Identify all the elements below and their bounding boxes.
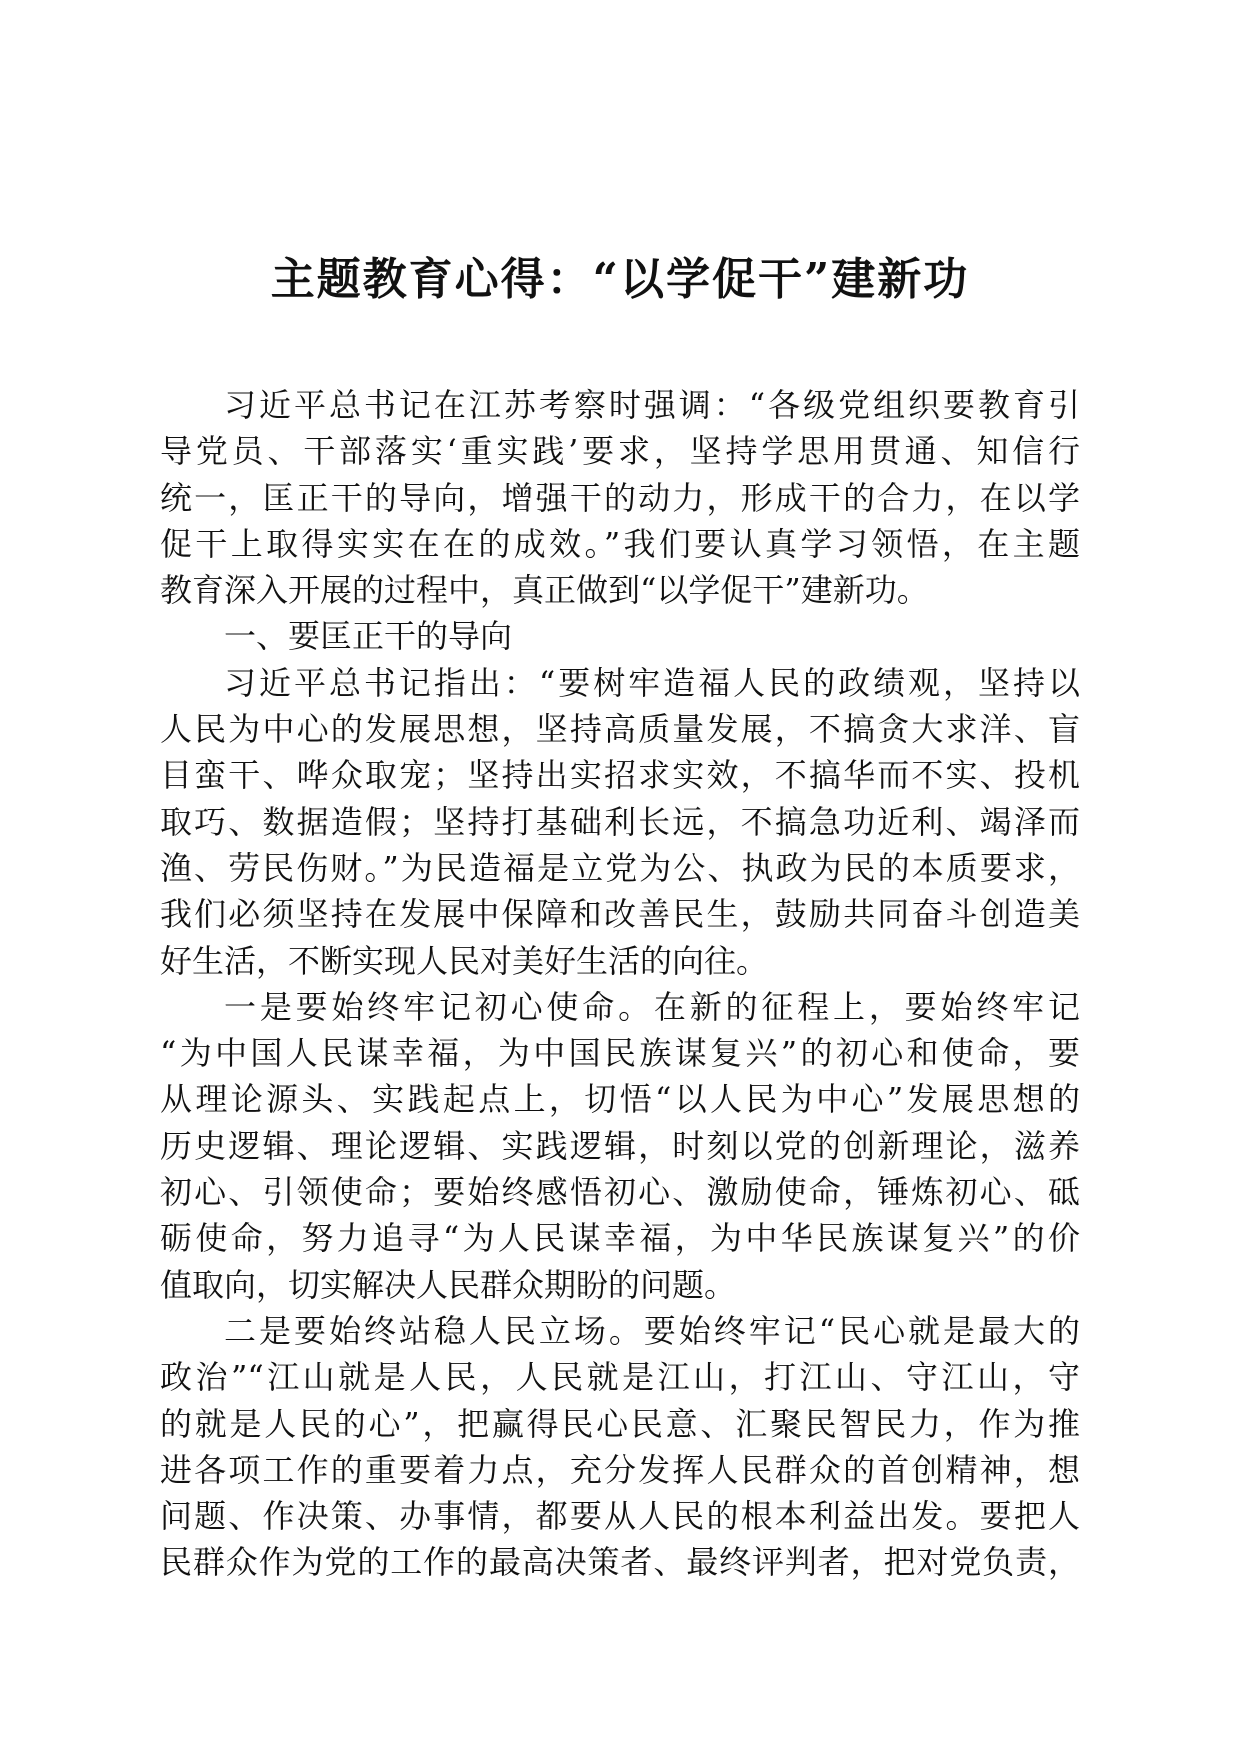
paragraph-line: 教育深入开展的过程中，真正做到“以学促干”建新功。 bbox=[160, 571, 929, 610]
paragraph-line: 从理论源头、实践起点上，切悟“以人民为中心”发展思想的 bbox=[160, 1080, 1080, 1119]
paragraph-line: 政治”“江山就是人民，人民就是江山，打江山、守江山，守 bbox=[160, 1358, 1080, 1397]
paragraph-line: 渔、劳民伤财。”为民造福是立党为公、执政为民的本质要求， bbox=[160, 848, 1080, 887]
paragraph-line: 习近平总书记指出：“要树牢造福人民的政绩观，坚持以 bbox=[224, 663, 1080, 702]
paragraph-line: 历史逻辑、理论逻辑、实践逻辑，时刻以党的创新理论，滋养 bbox=[160, 1126, 1080, 1165]
paragraph-line: 二是要始终站稳人民立场。要始终牢记“民心就是最大的 bbox=[224, 1311, 1080, 1350]
paragraph-line: 习近平总书记在江苏考察时强调：“各级党组织要教育引 bbox=[224, 386, 1080, 424]
paragraph-line: 初心、引领使命；要始终感悟初心、激励使命，锤炼初心、砥 bbox=[160, 1173, 1080, 1212]
paragraph-line: “为中国人民谋幸福，为中国民族谋复兴”的初心和使命，要 bbox=[160, 1034, 1080, 1073]
paragraph-line: 我们必须坚持在发展中保障和改善民生，鼓励共同奋斗创造美 bbox=[160, 895, 1080, 934]
section-heading: 一、要匡正干的导向 bbox=[224, 617, 513, 656]
paragraph-line: 目蛮干、哗众取宠；坚持出实招求实效，不搞华而不实、投机 bbox=[160, 756, 1080, 795]
paragraph-line: 取巧、数据造假；坚持打基础利长远，不搞急功近利、竭泽而 bbox=[160, 802, 1080, 841]
paragraph-line: 促干上取得实实在在的成效。”我们要认真学习领悟，在主题 bbox=[160, 524, 1080, 563]
paragraph-line: 导党员、干部落实‘重实践’要求，坚持学思用贯通、知信行 bbox=[160, 432, 1080, 471]
document-body bbox=[160, 382, 1080, 1586]
paragraph-line: 一是要始终牢记初心使命。在新的征程上，要始终牢记 bbox=[224, 987, 1080, 1026]
paragraph-line: 好生活，不断实现人民对美好生活的向往。 bbox=[160, 941, 769, 980]
paragraph-line: 砺使命，努力追寻“为人民谋幸福，为中华民族谋复兴”的价 bbox=[160, 1219, 1080, 1258]
paragraph-line: 进各项工作的重要着力点，充分发挥人民群众的首创精神，想 bbox=[160, 1450, 1080, 1489]
paragraph-line: 统一，匡正干的导向，增强干的动力，形成干的合力，在以学 bbox=[160, 478, 1080, 517]
paragraph-line: 值取向，切实解决人民群众期盼的问题。 bbox=[160, 1265, 737, 1304]
paragraph-line: 民群众作为党的工作的最高决策者、最终评判者，把对党负责， bbox=[160, 1543, 1080, 1582]
document-title: 主题教育心得：“以学促干”建新功 bbox=[270, 254, 970, 305]
paragraph-line: 的就是人民的心”，把赢得民心民意、汇聚民智民力，作为推 bbox=[160, 1404, 1080, 1443]
paragraph-line: 人民为中心的发展思想，坚持高质量发展，不搞贪大求洋、盲 bbox=[160, 710, 1080, 749]
paragraph-line: 问题、作决策、办事情，都要从人民的根本利益出发。要把人 bbox=[160, 1497, 1080, 1536]
